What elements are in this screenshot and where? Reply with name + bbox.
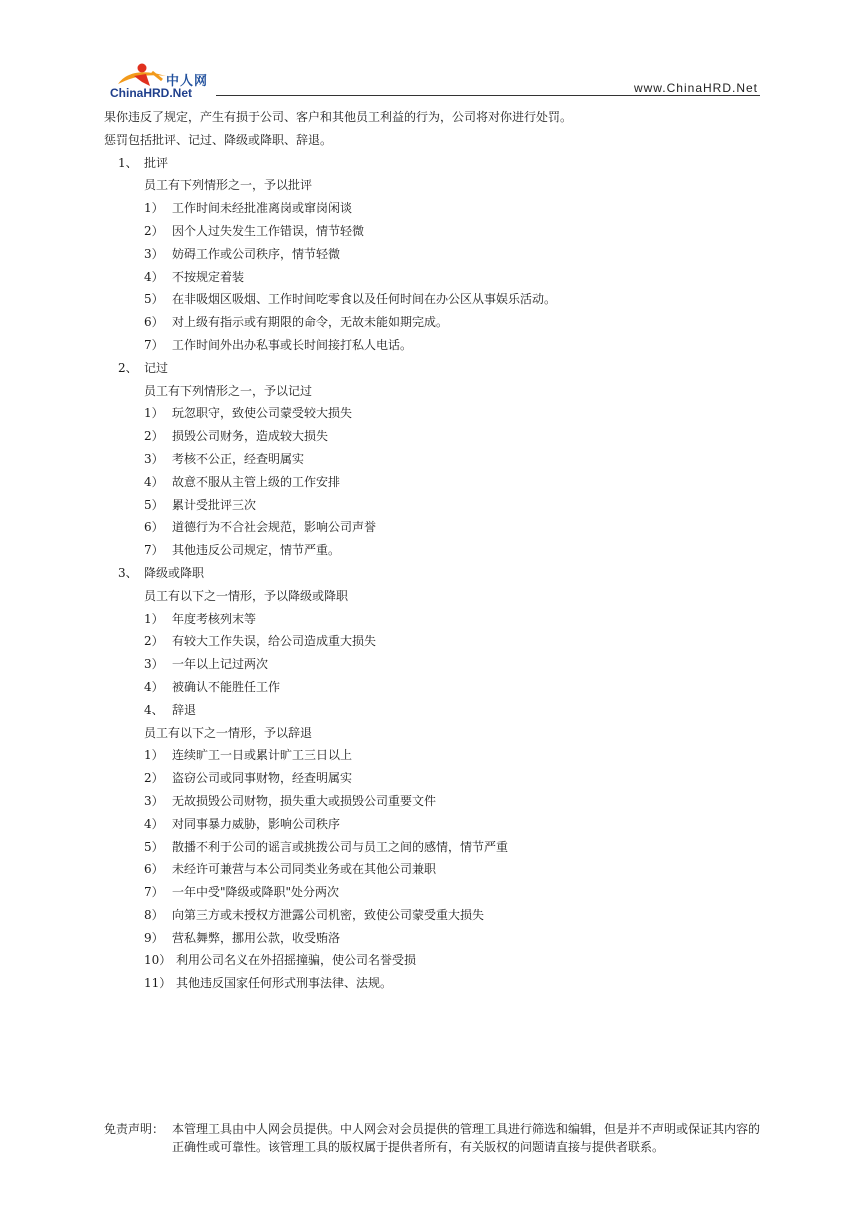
header-divider	[216, 95, 760, 96]
section-heading	[104, 699, 764, 722]
list-item: 5） 在非吸烟区吸烟、工作时间吃零食以及任何时间在办公区从事娱乐活动。	[144, 292, 557, 307]
section-number: 4、	[144, 702, 164, 717]
list-item: 3） 妨碍工作或公司秩序，情节轻微	[144, 246, 341, 261]
list-item: 3） 无故损毁公司财物，损失重大或损毁公司重要文件	[144, 793, 437, 808]
intro-paragraph: 惩罚包括批评、记过、降级或降职、辞退。	[104, 132, 333, 147]
section-lead: 员工有以下之一情形，予以辞退	[144, 725, 313, 740]
list-item: 1） 年度考核列末等	[144, 611, 257, 626]
list-item: 7） 工作时间外出办私事或长时间接打私人电话。	[144, 337, 413, 352]
list-item: 2） 盗窃公司或同事财物，经查明属实	[144, 771, 353, 786]
list-item: 6） 对上级有指示或有期限的命令，无故未能如期完成。	[144, 315, 449, 330]
list-item: 4） 对同事暴力威胁，影响公司秩序	[144, 816, 341, 831]
list-item: 10） 利用公司名义在外招摇撞骗，使公司名誉受损	[144, 953, 417, 968]
list-item: 4） 不按规定着装	[144, 269, 245, 284]
list-item: 3） 考核不公正，经查明属实	[144, 451, 305, 466]
list-item: 2） 损毁公司财务，造成较大损失	[144, 429, 329, 444]
list-item: 4） 故意不服从主管上级的工作安排	[144, 474, 341, 489]
list-item: 3） 一年以上记过两次	[144, 657, 269, 672]
section-lead: 员工有下列情形之一，予以记过	[144, 383, 313, 398]
list-item: 2） 有较大工作失误，给公司造成重大损失	[144, 634, 377, 649]
chinahrd-logo[interactable]	[108, 62, 238, 98]
list-item: 1） 连续旷工一日或累计旷工三日以上	[144, 748, 353, 763]
section-number: 3、	[118, 565, 138, 580]
list-item: 7） 其他违反公司规定，情节严重。	[144, 543, 341, 558]
list-item: 6） 未经许可兼营与本公司同类业务或在其他公司兼职	[144, 862, 437, 877]
section-heading	[104, 152, 764, 175]
section-title: 降级或降职	[144, 565, 205, 580]
list-item: 9） 营私舞弊，挪用公款，收受贿洛	[144, 930, 341, 945]
logo-english-text: ChinaHRD.Net	[110, 86, 193, 100]
section-heading	[104, 562, 764, 585]
section-heading	[104, 357, 764, 380]
list-item: 11） 其他违反国家任何形式刑事法律、法规。	[144, 976, 393, 991]
list-item: 1） 玩忽职守，致使公司蒙受较大损失	[144, 406, 353, 421]
disclaimer-label: 免责声明：	[104, 1122, 165, 1136]
section-title: 批评	[144, 155, 169, 170]
list-item: 5） 累计受批评三次	[144, 497, 257, 512]
section-lead: 员工有以下之一情形，予以降级或降职	[144, 588, 349, 603]
disclaimer-text: 本管理工具由中人网会员提供。中人网会对会员提供的管理工具进行筛选和编辑，但是并不声明或保证其内容的正确性或可靠性。该管理工具的版权属于提供者所有，有关版权的问题请直接与提供者联系。	[172, 1122, 761, 1154]
list-item: 7） 一年中受"降级或降职"处分两次	[144, 885, 340, 900]
list-item: 2） 因个人过失发生工作错误，情节轻微	[144, 223, 365, 238]
list-item: 8） 向第三方或未授权方泄露公司机密，致使公司蒙受重大损失	[144, 907, 485, 922]
list-item: 5） 散播不利于公司的谣言或挑拨公司与员工之间的感情，情节严重	[144, 839, 509, 854]
document-body	[104, 106, 764, 995]
logo-chinese-text: 中人网	[166, 74, 209, 89]
intro-paragraph: 果你违反了规定，产生有损于公司、客户和其他员工利益的行为，公司将对你进行处罚。	[104, 110, 573, 124]
section-title: 辞退	[172, 702, 197, 717]
list-item: 6） 道德行为不合社会规范，影响公司声誉	[144, 520, 377, 535]
section-number: 2、	[118, 360, 138, 375]
list-item: 4） 被确认不能胜任工作	[144, 679, 281, 694]
section-number: 1、	[118, 155, 138, 170]
list-item: 1） 工作时间未经批准离岗或窜岗闲谈	[144, 201, 353, 216]
site-url-link[interactable]: www.ChinaHRD.Net	[633, 81, 758, 95]
section-title: 记过	[144, 360, 169, 375]
section-lead: 员工有下列情形之一，予以批评	[144, 178, 313, 193]
page-header	[104, 62, 760, 98]
